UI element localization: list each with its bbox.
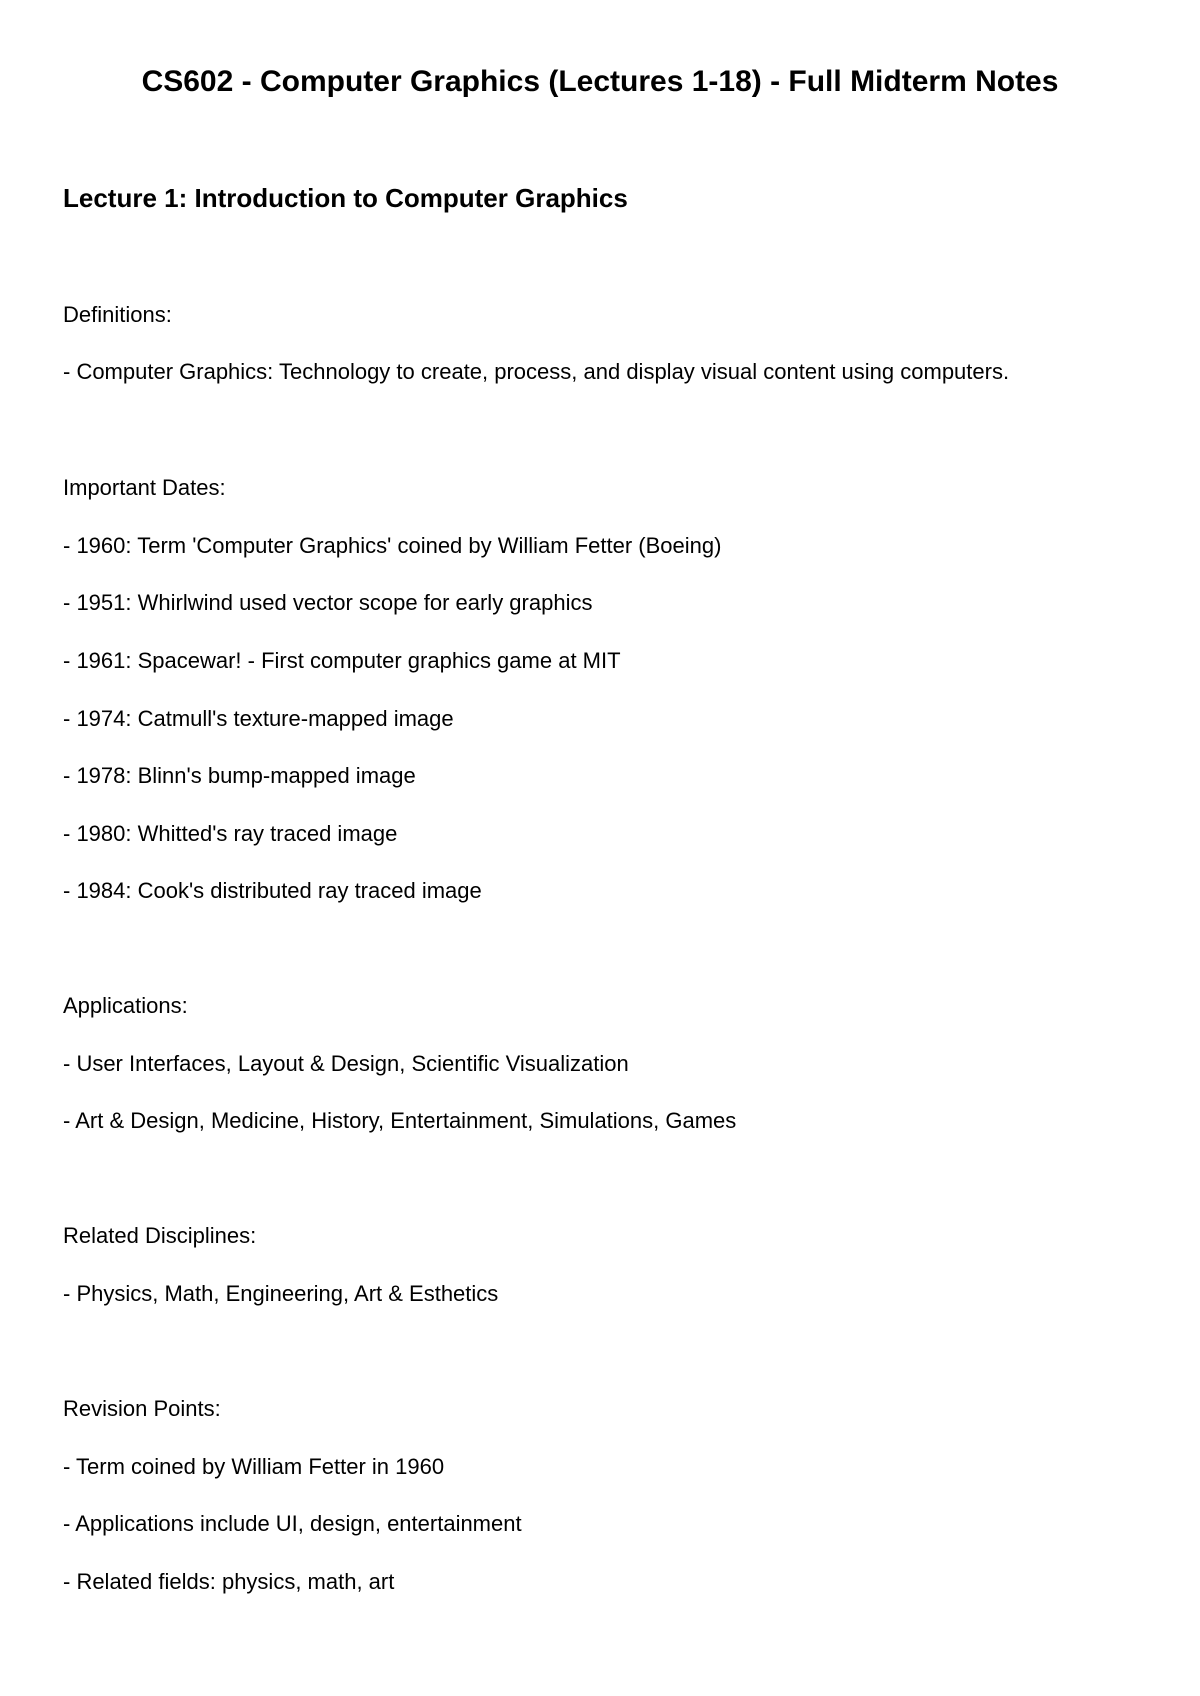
list-item: - Art & Design, Medicine, History, Entertainment, Simulations, Games (63, 1108, 737, 1133)
section-label-applications: Applications: (63, 993, 188, 1018)
list-item: - 1974: Catmull's texture-mapped image (63, 706, 454, 731)
document-title: CS602 - Computer Graphics (Lectures 1-18) - Full Midterm Notes (141, 65, 1059, 98)
list-item: - Applications include UI, design, entertainment (63, 1511, 522, 1536)
list-item: - 1951: Whirlwind used vector scope for early graphics (63, 590, 593, 615)
list-item: - 1984: Cook's distributed ray traced image (63, 878, 482, 903)
list-item: - 1978: Blinn's bump-mapped image (63, 763, 416, 788)
list-item: - Computer Graphics: Technology to create, process, and display visual content using computers. (63, 359, 1010, 384)
list-item: - Physics, Math, Engineering, Art & Esthetics (63, 1281, 499, 1306)
section-label-related-disciplines: Related Disciplines: (63, 1223, 257, 1248)
section-label-important-dates: Important Dates: (63, 475, 226, 500)
list-item: - 1961: Spacewar! - First computer graphics game at MIT (63, 648, 621, 673)
list-item: - User Interfaces, Layout & Design, Scientific Visualization (63, 1051, 629, 1076)
list-item: - 1980: Whitted's ray traced image (63, 821, 398, 846)
section-label-revision-points: Revision Points: (63, 1396, 221, 1421)
list-item: - 1960: Term 'Computer Graphics' coined by William Fetter (Boeing) (63, 533, 722, 558)
section-label-definitions: Definitions: (63, 302, 172, 327)
lecture-heading: Lecture 1: Introduction to Computer Graphics (63, 183, 628, 213)
list-item: - Term coined by William Fetter in 1960 (63, 1454, 445, 1479)
list-item: - Related fields: physics, math, art (63, 1569, 395, 1594)
